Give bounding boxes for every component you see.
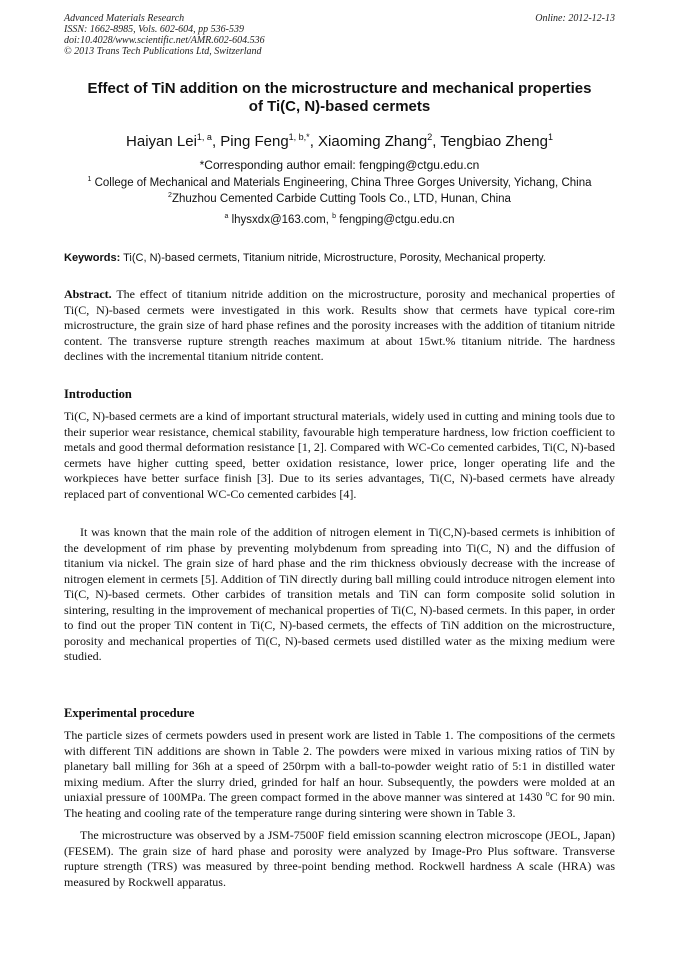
author-list: Haiyan Lei$^{1, a}$, Ping Feng$^{1, b,*}$, Xiaoming Zhang$^2$, Tengbiao Zheng$^1$ [126, 132, 553, 150]
degree-symbol: o [545, 789, 550, 798]
author-sup: 2 [427, 132, 433, 142]
affiliation-1 [64, 177, 615, 189]
author-emails [64, 214, 615, 226]
abstract-text: The effect of titanium nitride addition on the microstructure, porosity and mechanical properties of Ti(C, N)-based cermets were investigated in this work. Results show that cermets have typical core-rim microstructure, the grain size of hard phase refines and the porosity increases with the addition of titanium nitride content. The transverse rupture strength reaches maximum at about 15wt.% titanium nitride. The hardness declines with the incremental titanium nitride content. [64, 287, 615, 363]
author-name: Tengbiao Zheng [440, 133, 548, 150]
section-heading-introduction: Introduction [64, 387, 132, 401]
issn-line: ISSN: 1662-8985, Vols. 602-604, pp 536-539 [64, 24, 244, 35]
author-sup: 1, a [196, 132, 212, 142]
keywords-text: Ti(C, N)-based cermets, Titanium nitride, Microstructure, Porosity, Mechanical property. [123, 252, 546, 264]
author-sup: 1, b,* [288, 132, 310, 142]
intro-paragraph-1: Ti(C, N)-based cermets are a kind of important structural materials, widely used in cutting and mining tools due to their superior wear resistance, chemical stability, favourable high temperature hardness, low friction coefficient to metals and good thermal deformation resistance [1, 2]. Compared with WC-Co cemented carbides, Ti(C, N)-based cermets have higher cutting speed, better oxidation resistance, lower price, longer operating life and the workpieces have better surface finish [3]. Due to its series advantages, Ti(C, N)-based cermets have already replaced part of conventional WC-Co cemented carbides [4]. [64, 409, 615, 501]
author-name: Ping Feng [220, 133, 289, 150]
title-line-1: Effect of TiN addition on the microstructure and mechanical properties [87, 80, 592, 97]
copyright-line: © 2013 Trans Tech Publications Ltd, Switzerland [64, 46, 262, 57]
abstract [64, 287, 615, 365]
doi-line: doi:10.4028/www.scientific.net/AMR.602-604.536 [64, 35, 265, 46]
affiliation-text: Zhuzhou Cemented Carbide Cutting Tools Co., LTD, Hunan, China [171, 193, 511, 205]
paper-title [64, 80, 615, 116]
abstract-label: Abstract. [64, 287, 112, 301]
section-heading-experimental: Experimental procedure [64, 706, 195, 720]
affiliation-2 [64, 193, 615, 205]
experimental-paragraph-1 [64, 728, 615, 821]
keywords [64, 251, 615, 265]
author-name: Haiyan Lei [126, 133, 197, 150]
author-sup: 1 [547, 132, 553, 142]
keywords-label: Keywords: [64, 252, 121, 264]
email-b: fengping@ctgu.edu.cn [339, 214, 455, 226]
affiliation-text: College of Mechanical and Materials Engineering, China Three Gorges University, Yichang, China [94, 177, 592, 189]
experimental-paragraph-2: The microstructure was observed by a JSM-7500F field emission scanning electron microscope (JEOL, Japan) (FESEM). The grain size of hard phase and porosity were analyzed by Image-Pro Plus software. Transverse rupture strength (TRS) was measured by three-point bending method. Rockwell hardness A scale (HRA) was measured by Rockwell apparatus. [64, 828, 615, 889]
title-line-2: of Ti(C, N)-based cermets [248, 98, 431, 115]
online-date: Online: 2012-12-13 [535, 13, 615, 24]
intro-paragraph-2: It was known that the main role of the addition of nitrogen element in Ti(C,N)-based cermets is inhibition of the development of rim phase by preventing molybdenum from spreading into Ti(C, N) and the diffusion of titanium via nickel. The grain size of hard phase and the rim thickness obviously decrease with the increase of nitrogen element in cermets [5]. Addition of TiN directly during ball milling could introduce nitrogen element into Ti(C, N)-based cermets. Other carbides of transition metals and TiN can form composite solid solution in sintering, resulting in the improvement of mechanical properties of Ti(C, N)-based cermets. In this paper, in order to find out the proper TiN content in Ti(C, N)-based cermets, the effects of TiN addition on the microstructure, porosity and mechanical properties of Ti(C, N)-based cermets used distilled water as the mixing medium were studied. [64, 525, 615, 663]
affiliation-sup: 2 [168, 192, 172, 199]
affiliation-sup: 1 [87, 176, 92, 183]
experimental-text: C for 90 min. The heating and cooling rate of the temperature range during sintering were shown in Table 3. [64, 790, 615, 820]
email-sup: b [332, 213, 337, 220]
experimental-text: The particle sizes of cermets powders used in present work are listed in Table 1. The compositions of the cermets with different TiN additions are shown in Table 2. The powders were mixed in various mixing ratios of TiN by planetary ball milling for 36h at a speed of 250rpm with a ball-to-powder weight ratio of 5:1 in distilled water mixing medium. After the slurry dried, grinded for half an hour. Subsequently, the powders were molded at an uniaxial pressure of 100MPa. The green compact formed in the above manner was sintered at 1430 [64, 728, 615, 804]
author-name: Xiaoming Zhang [318, 133, 428, 150]
journal-name: Advanced Materials Research [64, 13, 185, 24]
email-sup: a [224, 213, 229, 220]
email-a: lhysxdx@163.com, [231, 214, 329, 226]
journal-header [64, 13, 615, 57]
corresponding-author: *Corresponding author email: fengping@ctgu.edu.cn [199, 158, 480, 172]
